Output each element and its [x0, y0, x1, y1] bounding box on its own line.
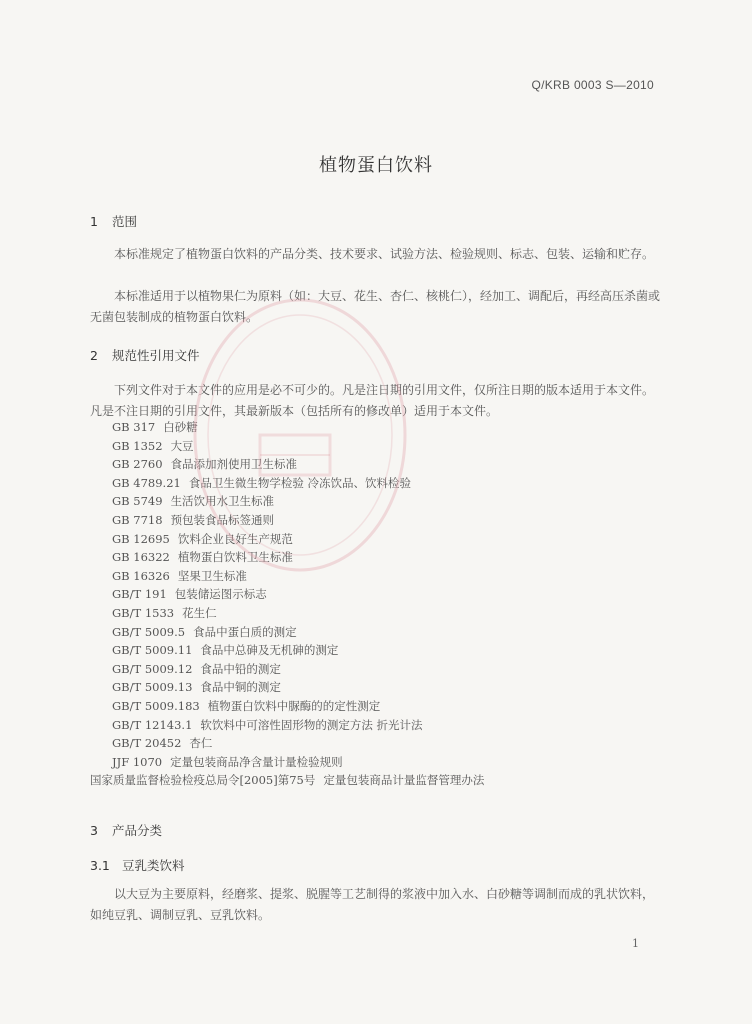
- section-number: 3.1: [90, 858, 110, 873]
- section-3-1-heading: [90, 856, 185, 874]
- reference-name: 定量包装商品净含量计量检验规则: [170, 754, 343, 769]
- reference-code: GB/T 5009.13: [112, 680, 193, 695]
- reference-item: [112, 586, 484, 605]
- reference-item: [112, 493, 484, 512]
- reference-item: [112, 717, 484, 736]
- reference-item: [112, 679, 484, 698]
- reference-code: GB 7718: [112, 512, 163, 527]
- reference-name: 植物蛋白饮料卫生标准: [177, 550, 293, 565]
- reference-name: 食品中蛋白质的测定: [193, 624, 297, 639]
- reference-name: 食品中铅的测定: [200, 661, 281, 676]
- reference-item: [112, 642, 484, 661]
- normative-intro: 下列文件对于本文件的应用是必不可少的。凡是注日期的引用文件，仅所注日期的版本适用于本文件。凡是不注日期的引用文件，其最新版本（包括所有的修改单）适用于本文件。: [90, 383, 655, 418]
- reference-code: GB 1352: [112, 438, 163, 453]
- reference-item: [112, 661, 484, 680]
- reference-item: [112, 568, 484, 587]
- section-2-heading: [90, 346, 200, 364]
- reference-item: [112, 605, 484, 624]
- document-title: 植物蛋白饮料: [319, 155, 433, 176]
- section-title: 范围: [111, 214, 137, 229]
- reference-code: 国家质量监督检验检疫总局令[2005]第75号: [90, 773, 316, 788]
- reference-code: GB 2760: [112, 457, 163, 472]
- reference-code: GB 16322: [112, 550, 170, 565]
- reference-name: 花生仁: [182, 605, 217, 620]
- section-title: 规范性引用文件: [111, 348, 200, 363]
- reference-name: 坚果卫生标准: [177, 568, 247, 583]
- soy-paragraph: 以大豆为主要原料，经磨浆、提浆、脱腥等工艺制得的浆液中加入水、白砂糖等调制而成的乳状饮料，如纯豆乳、调制豆乳、豆乳饮料。: [90, 887, 655, 922]
- reference-item: [112, 475, 484, 494]
- scope-paragraph-2: 本标准适用于以植物果仁为原料（如：大豆、花生、杏仁、核桃仁），经加工、调配后，再经高压杀菌或无菌包装制成的植物蛋白饮料。: [90, 289, 661, 324]
- reference-name: 预包装食品标签通则: [170, 512, 275, 527]
- reference-list: [90, 419, 485, 791]
- reference-item: [112, 549, 484, 568]
- reference-code: GB/T 1533: [112, 605, 175, 620]
- reference-code: GB/T 191: [112, 587, 167, 602]
- reference-name: 生活饮用水卫生标准: [170, 494, 275, 509]
- reference-code: JJF 1070: [112, 754, 163, 769]
- reference-code: GB 16326: [112, 568, 170, 583]
- reference-code: GB/T 20452: [112, 736, 182, 751]
- reference-name: 杏仁: [189, 736, 213, 751]
- scope-paragraph-1: 本标准规定了植物蛋白饮料的产品分类、技术要求、试验方法、检验规则、标志、包装、运输和贮存。: [114, 247, 655, 261]
- reference-code: GB 317: [112, 420, 156, 434]
- reference-item: [112, 698, 484, 717]
- reference-item: [112, 456, 484, 475]
- reference-item: [112, 512, 484, 531]
- reference-item: [112, 624, 484, 643]
- section-1-heading: [90, 212, 137, 230]
- reference-code: GB/T 5009.5: [112, 624, 186, 639]
- reference-name: 包装储运图示标志: [174, 587, 267, 602]
- reference-code: GB 5749: [112, 494, 163, 509]
- reference-item: [90, 772, 484, 791]
- section-title: 产品分类: [111, 823, 162, 838]
- reference-item: [112, 419, 484, 438]
- document-code: Q/KRB 0003 S—2010: [531, 78, 654, 92]
- reference-name: 软饮料中可溶性固形物的测定方法 折光计法: [200, 717, 423, 732]
- page-number: 1: [632, 937, 639, 950]
- reference-name: 大豆: [170, 438, 194, 453]
- reference-item: [112, 735, 484, 754]
- reference-item: [112, 438, 484, 457]
- section-number: 3: [90, 823, 98, 838]
- reference-name: 食品卫生微生物学检验 冷冻饮品、饮料检验: [188, 475, 412, 490]
- reference-item: [112, 531, 484, 550]
- section-title: 豆乳类饮料: [121, 858, 185, 873]
- reference-name: 定量包装商品计量监督管理办法: [323, 773, 485, 788]
- reference-code: GB 12695: [112, 531, 170, 546]
- section-number: 2: [90, 348, 98, 363]
- reference-code: GB/T 5009.183: [112, 698, 200, 713]
- reference-name: 饮料企业良好生产规范: [177, 531, 293, 546]
- reference-code: GB/T 12143.1: [112, 717, 193, 732]
- reference-code: GB/T 5009.11: [112, 643, 193, 658]
- reference-name: 白砂糖: [163, 420, 198, 434]
- reference-code: GB/T 5009.12: [112, 661, 193, 676]
- reference-item: [112, 754, 484, 773]
- reference-name: 食品中总砷及无机砷的测定: [200, 643, 339, 658]
- reference-name: 植物蛋白饮料中脲酶的的定性测定: [207, 698, 381, 713]
- reference-code: GB 4789.21: [112, 475, 181, 490]
- section-3-heading: [90, 821, 162, 839]
- reference-name: 食品添加剂使用卫生标准: [170, 457, 298, 472]
- reference-name: 食品中铜的测定: [200, 680, 281, 695]
- section-number: 1: [90, 214, 98, 229]
